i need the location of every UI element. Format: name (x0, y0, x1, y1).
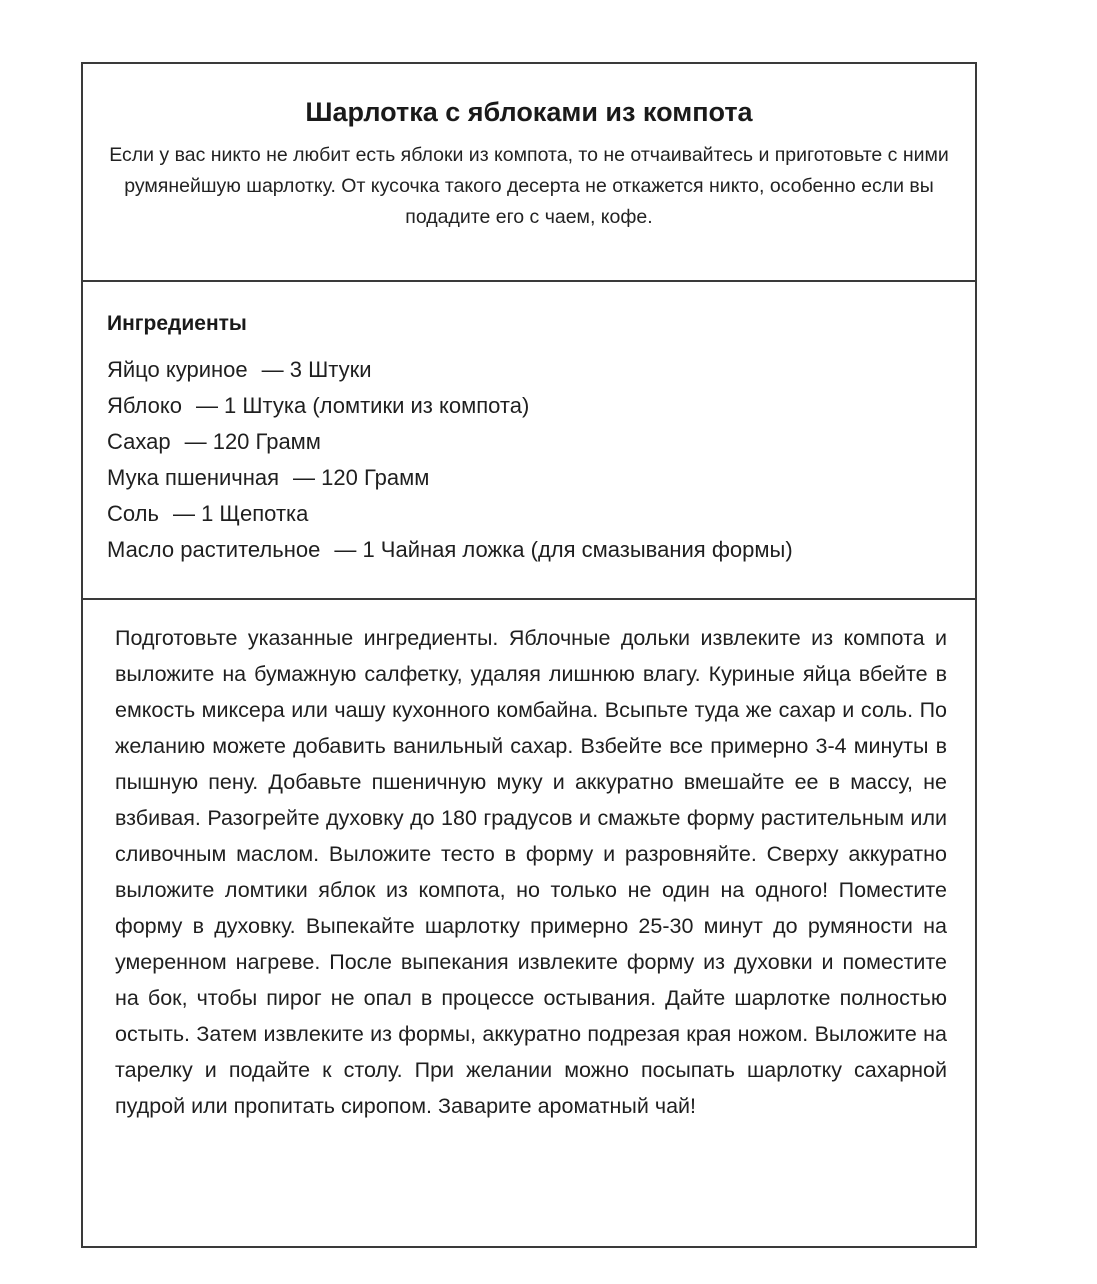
ingredient-item (107, 532, 793, 568)
ingredient-item (107, 388, 793, 424)
ingredient-amount: — 1 Штука (ломтики из компота) (195, 393, 530, 418)
instructions-box (81, 598, 977, 1248)
ingredients-heading: Ингредиенты (107, 312, 247, 335)
ingredient-item (107, 352, 793, 388)
ingredient-item (107, 496, 793, 532)
ingredient-name: Яблоко (107, 393, 182, 418)
ingredient-name: Сахар (107, 429, 171, 454)
ingredient-name: Яйцо куриное (107, 357, 248, 382)
instructions-text: Подготовьте указанные ингредиенты. Яблочные дольки извлеките из компота и выложите на бумажную салфетку, удаляя лишнюю влагу. Куриные яйца вбейте в емкость миксера или чашу кухонного комбайна. Всыпьте туда же сахар и соль. По желанию можете добавить ванильный сахар. Взбейте все примерно 3-4 минуты в пышную пену. Добавьте пшеничную муку и аккуратно вмешайте ее в массу, не взбивая. Разогрейте духовку до 180 градусов и смажьте форму растительным или сливочным маслом. Выложите тесто в форму и разровняйте. Сверху аккуратно выложите ломтики яблок из компота, но только не один на одного! Поместите форму в духовку. Выпекайте шарлотку примерно 25-30 минут до румяности на умеренном нагреве. После выпекания извлеките форму из духовки и поместите на бок, чтобы пирог не опал в процессе остывания. Дайте шарлотке полностью остыть. Затем извлеките из формы, аккуратно подрезая края ножом. Выложите на тарелку и подайте к столу. При желании можно посыпать шарлотку сахарной пудрой или пропитать сиропом. Заварите ароматный чай! (115, 626, 947, 1118)
ingredient-amount: — 1 Чайная ложка (для смазывания формы) (334, 537, 793, 562)
recipe-intro: Если у вас никто не любит есть яблоки из компота, то не отчаивайтесь и приготовьте с ними румянейшую шарлотку. От кусочка такого десерта не откажется никто, особенно если вы подадите его с чаем, кофе. (109, 144, 949, 228)
ingredients-list (107, 352, 793, 568)
ingredient-amount: — 1 Щепотка (172, 501, 309, 526)
ingredient-item (107, 460, 793, 496)
ingredient-name: Соль (107, 501, 159, 526)
ingredient-item (107, 424, 793, 460)
ingredients-box (81, 280, 977, 600)
recipe-title: Шарлотка с яблоками из компота (305, 97, 753, 127)
ingredient-amount: — 3 Штуки (261, 357, 372, 382)
ingredient-name: Мука пшеничная (107, 465, 280, 490)
ingredient-name: Масло растительное (107, 537, 321, 562)
ingredient-amount: — 120 Грамм (184, 429, 321, 454)
ingredient-amount: — 120 Грамм (293, 465, 430, 490)
recipe-header-box (81, 62, 977, 282)
